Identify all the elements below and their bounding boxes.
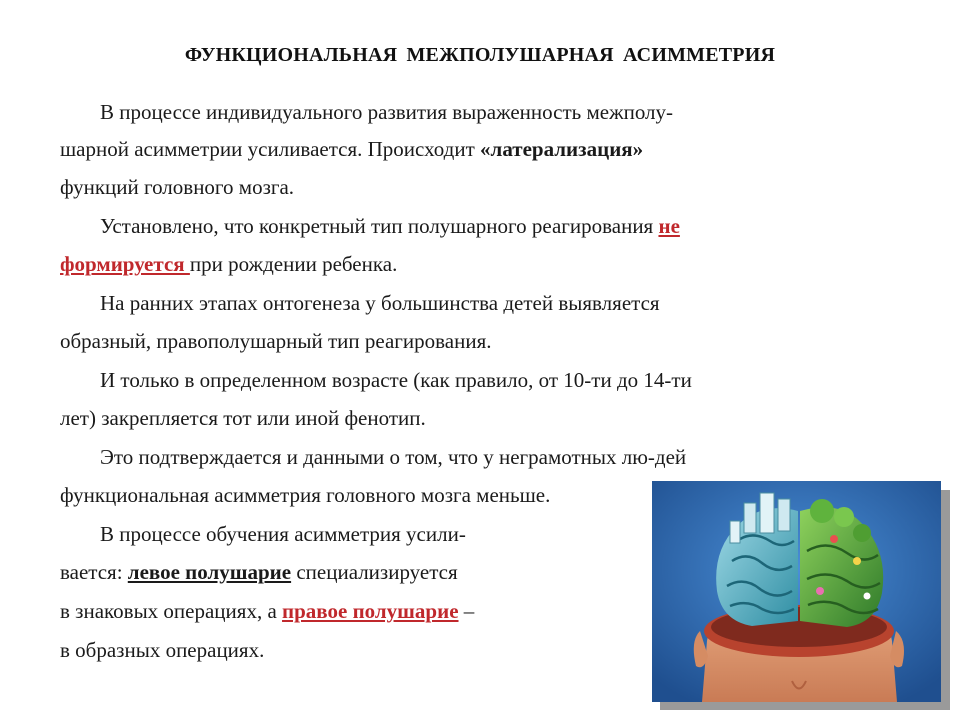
flower bbox=[830, 535, 838, 543]
paragraph-3-line-1: На ранних этапах онтогенеза у большинства детей выявляется bbox=[100, 291, 660, 315]
paragraph-2-line-1 bbox=[100, 213, 680, 239]
left-hemisphere-term: левое полушарие bbox=[127, 560, 292, 584]
paragraph-1-line-1: В процессе индивидуального развития выраженность межполу- bbox=[100, 100, 674, 124]
tree bbox=[853, 524, 871, 542]
flower bbox=[864, 593, 871, 600]
paragraph-2-line-2 bbox=[60, 251, 397, 277]
paragraph-6-text: вается: bbox=[60, 560, 128, 584]
paragraph-1-text: шарной асимметрии усиливается. Происходит bbox=[60, 137, 481, 161]
right-hemisphere-term: правое полушарие bbox=[282, 599, 459, 623]
paragraph-1-line-2 bbox=[60, 136, 643, 162]
building bbox=[744, 503, 756, 533]
paragraph-6-text-2: специализируется bbox=[291, 560, 458, 584]
paragraph-3-line-2: образный, правополушарный тип реагирования. bbox=[60, 329, 492, 353]
paragraph-4-line-2: лет) закрепляется тот или иной фенотип. bbox=[60, 406, 426, 430]
paragraph-6-text-3: в знаковых операциях, а bbox=[60, 599, 283, 623]
tree bbox=[834, 507, 854, 527]
building bbox=[730, 521, 740, 543]
formed-emphasis: формируется bbox=[60, 252, 190, 276]
brain-illustration-drawing bbox=[652, 481, 941, 702]
brain-illustration bbox=[652, 481, 941, 702]
not-emphasis: не bbox=[658, 214, 680, 238]
flower bbox=[816, 587, 824, 595]
slide-title: ФУНКЦИОНАЛЬНАЯ МЕЖПОЛУШАРНАЯ АСИММЕТРИЯ bbox=[184, 44, 776, 66]
building bbox=[760, 493, 774, 533]
paragraph-6-dash: – bbox=[458, 599, 475, 623]
paragraph-6-line-4: в образных операциях. bbox=[60, 638, 265, 662]
lateralization-term: «латерализация» bbox=[480, 137, 644, 161]
paragraph-2-text-end: при рождении ребенка. bbox=[189, 252, 398, 276]
paragraph-4-line-1: И только в определенном возрасте (как правило, от 10-ти до 14-ти bbox=[100, 368, 692, 392]
building bbox=[778, 499, 790, 531]
paragraph-1-line-3: функций головного мозга. bbox=[60, 175, 295, 199]
paragraph-5-line-2: функциональная асимметрия головного мозга меньше. bbox=[60, 483, 551, 507]
paragraph-6-line-1: В процессе обучения асимметрия усили- bbox=[100, 522, 466, 546]
paragraph-6-line-2 bbox=[60, 559, 458, 585]
paragraph-6-line-3 bbox=[60, 598, 474, 624]
flower bbox=[853, 557, 861, 565]
tree bbox=[810, 499, 834, 523]
paragraph-5-line-1: Это подтверждается и данными о том, что у неграмотных лю-дей bbox=[100, 445, 687, 469]
paragraph-2-text: Установлено, что конкретный тип полушарного реагирования bbox=[100, 214, 659, 238]
